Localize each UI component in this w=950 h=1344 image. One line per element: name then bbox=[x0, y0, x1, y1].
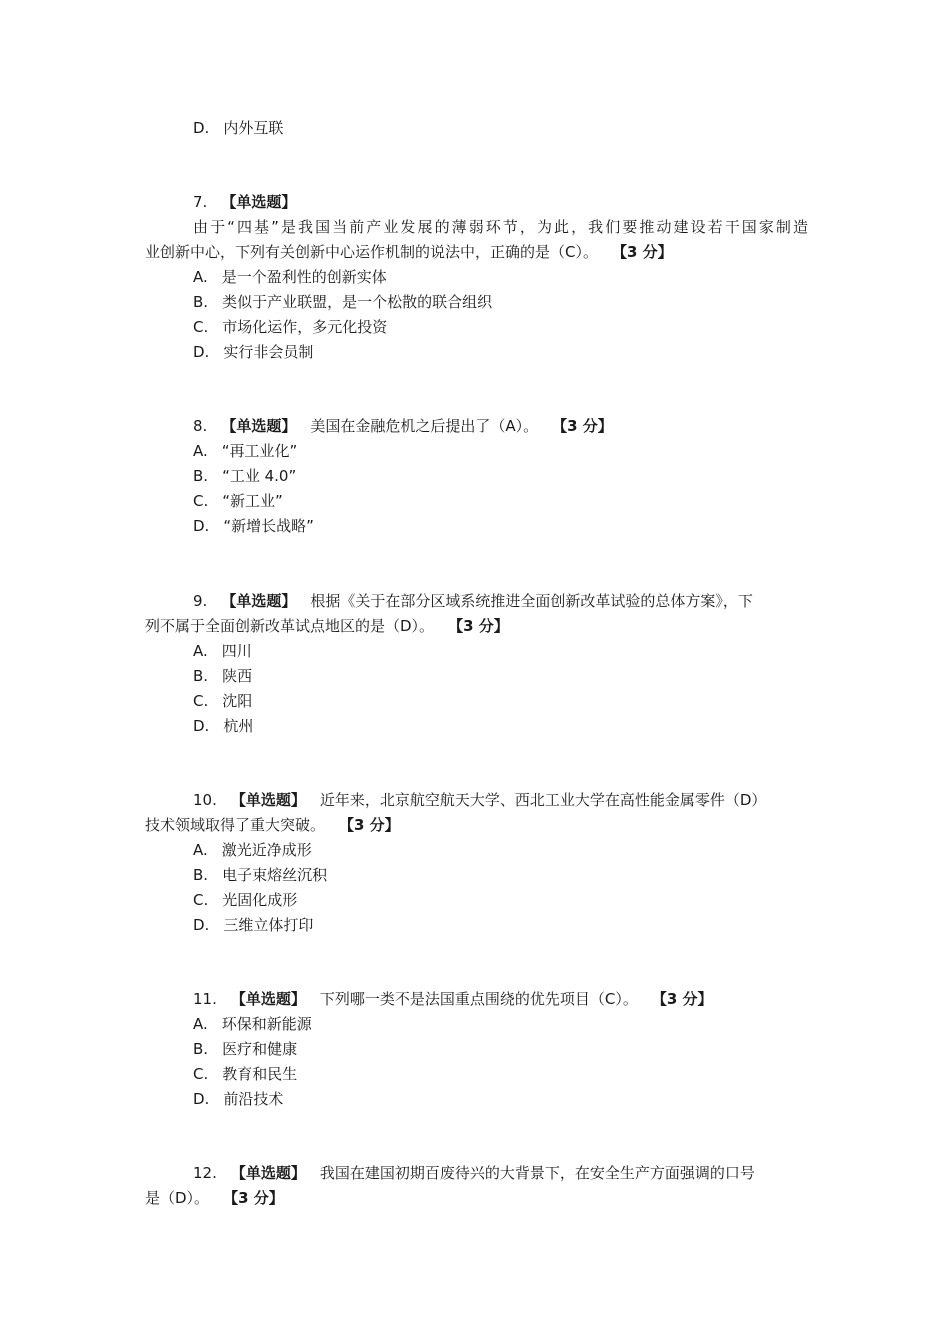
option-text: 杭州 bbox=[223, 717, 254, 735]
option-b bbox=[193, 863, 327, 888]
option-text: “再工业化” bbox=[221, 442, 298, 460]
option-c bbox=[193, 489, 283, 514]
option-a bbox=[193, 1012, 312, 1037]
option-letter: A. bbox=[193, 442, 208, 460]
question-number: 7. bbox=[193, 193, 208, 211]
stem-text: 近年来，北京航空航天大学、西北工业大学在高性能金属零件（D） bbox=[319, 791, 767, 809]
option-text: 教育和民生 bbox=[222, 1065, 298, 1083]
question-10-header bbox=[193, 788, 766, 813]
option-letter: D. bbox=[193, 1090, 210, 1108]
option-letter: C. bbox=[193, 492, 209, 510]
stem-text: 业创新中心，下列有关创新中心运作机制的说法中，正确的是（C）。 bbox=[145, 243, 598, 261]
option-letter: B. bbox=[193, 667, 209, 685]
question-type: 【单选题】 bbox=[221, 417, 297, 435]
stem-text: 美国在金融危机之后提出了（A）。 bbox=[310, 417, 539, 435]
question-type: 【单选题】 bbox=[230, 990, 306, 1008]
question-9-header bbox=[193, 589, 753, 614]
question-number: 12. bbox=[193, 1164, 217, 1182]
option-c bbox=[193, 689, 252, 714]
option-a bbox=[193, 838, 312, 863]
question-9-stem-line-2 bbox=[145, 614, 509, 639]
question-number: 9. bbox=[193, 592, 208, 610]
option-letter: A. bbox=[193, 1015, 208, 1033]
question-number: 8. bbox=[193, 417, 208, 435]
stem-text: 下列哪一类不是法国重点围绕的优先项目（C）。 bbox=[319, 990, 638, 1008]
question-10-stem-line-2 bbox=[145, 813, 400, 838]
option-text: 市场化运作，多元化投资 bbox=[222, 318, 388, 336]
question-score: 【3 分】 bbox=[611, 243, 673, 261]
option-b bbox=[193, 664, 252, 689]
option-letter: C. bbox=[193, 692, 209, 710]
option-text: 环保和新能源 bbox=[221, 1015, 312, 1033]
stem-text: 根据《关于在部分区域系统推进全面创新改革试验的总体方案》，下 bbox=[310, 592, 753, 610]
question-12-stem-line-2 bbox=[145, 1186, 284, 1211]
stem-text: 列不属于全面创新改革试点地区的是（D）。 bbox=[145, 617, 435, 635]
question-score: 【3 分】 bbox=[651, 990, 713, 1008]
question-number: 10. bbox=[193, 791, 217, 809]
question-11-header bbox=[193, 987, 713, 1012]
option-letter: D. bbox=[193, 916, 210, 934]
option-d bbox=[193, 1087, 283, 1112]
option-text: 三维立体打印 bbox=[223, 916, 314, 934]
option-text: 沈阳 bbox=[222, 692, 253, 710]
option-c bbox=[193, 888, 297, 913]
option-letter: D. bbox=[193, 717, 210, 735]
option-text: 电子束熔丝沉积 bbox=[222, 866, 328, 884]
option-d bbox=[193, 913, 313, 938]
option-c bbox=[193, 315, 387, 340]
option-b bbox=[193, 290, 492, 315]
option-letter: C. bbox=[193, 891, 209, 909]
option-d bbox=[193, 514, 314, 539]
option-letter: B. bbox=[193, 467, 209, 485]
option-letter: B. bbox=[193, 1040, 209, 1058]
stem-text: 我国在建国初期百废待兴的大背景下，在安全生产方面强调的口号 bbox=[319, 1164, 755, 1182]
question-12-header bbox=[193, 1161, 755, 1186]
option-c bbox=[193, 1062, 297, 1087]
question-type: 【单选题】 bbox=[230, 791, 306, 809]
option-text: “工业 4.0” bbox=[222, 467, 297, 485]
option-text: 前沿技术 bbox=[223, 1090, 284, 1108]
question-score: 【3 分】 bbox=[223, 1189, 284, 1207]
option-text: 内外互联 bbox=[223, 119, 284, 137]
option-text: 光固化成形 bbox=[222, 891, 298, 909]
option-letter: B. bbox=[193, 866, 209, 884]
option-text: “新工业” bbox=[222, 492, 283, 510]
option-text: 四川 bbox=[221, 642, 252, 660]
option-a bbox=[193, 639, 252, 664]
stem-text: 是（D）。 bbox=[145, 1189, 210, 1207]
option-letter: D. bbox=[193, 119, 210, 137]
option-text: “新增长战略” bbox=[223, 517, 314, 535]
question-score: 【3 分】 bbox=[552, 417, 613, 435]
question-number: 11. bbox=[193, 990, 217, 1008]
question-type: 【单选题】 bbox=[221, 193, 297, 211]
option-d bbox=[193, 714, 253, 739]
option-text: 陕西 bbox=[222, 667, 253, 685]
option-text: 是一个盈利性的创新实体 bbox=[221, 268, 387, 286]
option-text: 医疗和健康 bbox=[222, 1040, 298, 1058]
option-text: 类似于产业联盟，是一个松散的联合组织 bbox=[222, 293, 493, 311]
option-a bbox=[193, 265, 387, 290]
question-score: 【3 分】 bbox=[339, 816, 400, 834]
question-7-stem-line-1: 由于“四基”是我国当前产业发展的薄弱环节，为此，我们要推动建设若干国家制造 bbox=[193, 218, 808, 236]
question-type: 【单选题】 bbox=[230, 1164, 306, 1182]
question-7-stem-line-2 bbox=[145, 240, 673, 265]
option-b bbox=[193, 464, 296, 489]
question-score: 【3 分】 bbox=[448, 617, 509, 635]
option-a bbox=[193, 439, 297, 464]
option-letter: D. bbox=[193, 343, 210, 361]
option-letter: C. bbox=[193, 1065, 209, 1083]
option-letter: A. bbox=[193, 642, 208, 660]
option-letter: D. bbox=[193, 517, 210, 535]
option-letter: B. bbox=[193, 293, 209, 311]
option-d bbox=[193, 116, 283, 141]
option-letter: A. bbox=[193, 841, 208, 859]
option-text: 实行非会员制 bbox=[223, 343, 314, 361]
stem-text: 技术领域取得了重大突破。 bbox=[145, 816, 326, 834]
option-b bbox=[193, 1037, 297, 1062]
option-letter: C. bbox=[193, 318, 209, 336]
question-8-header bbox=[193, 414, 613, 439]
option-d bbox=[193, 340, 313, 365]
option-letter: A. bbox=[193, 268, 208, 286]
question-type: 【单选题】 bbox=[221, 592, 297, 610]
question-7-header bbox=[193, 190, 296, 215]
option-text: 激光近净成形 bbox=[221, 841, 312, 859]
